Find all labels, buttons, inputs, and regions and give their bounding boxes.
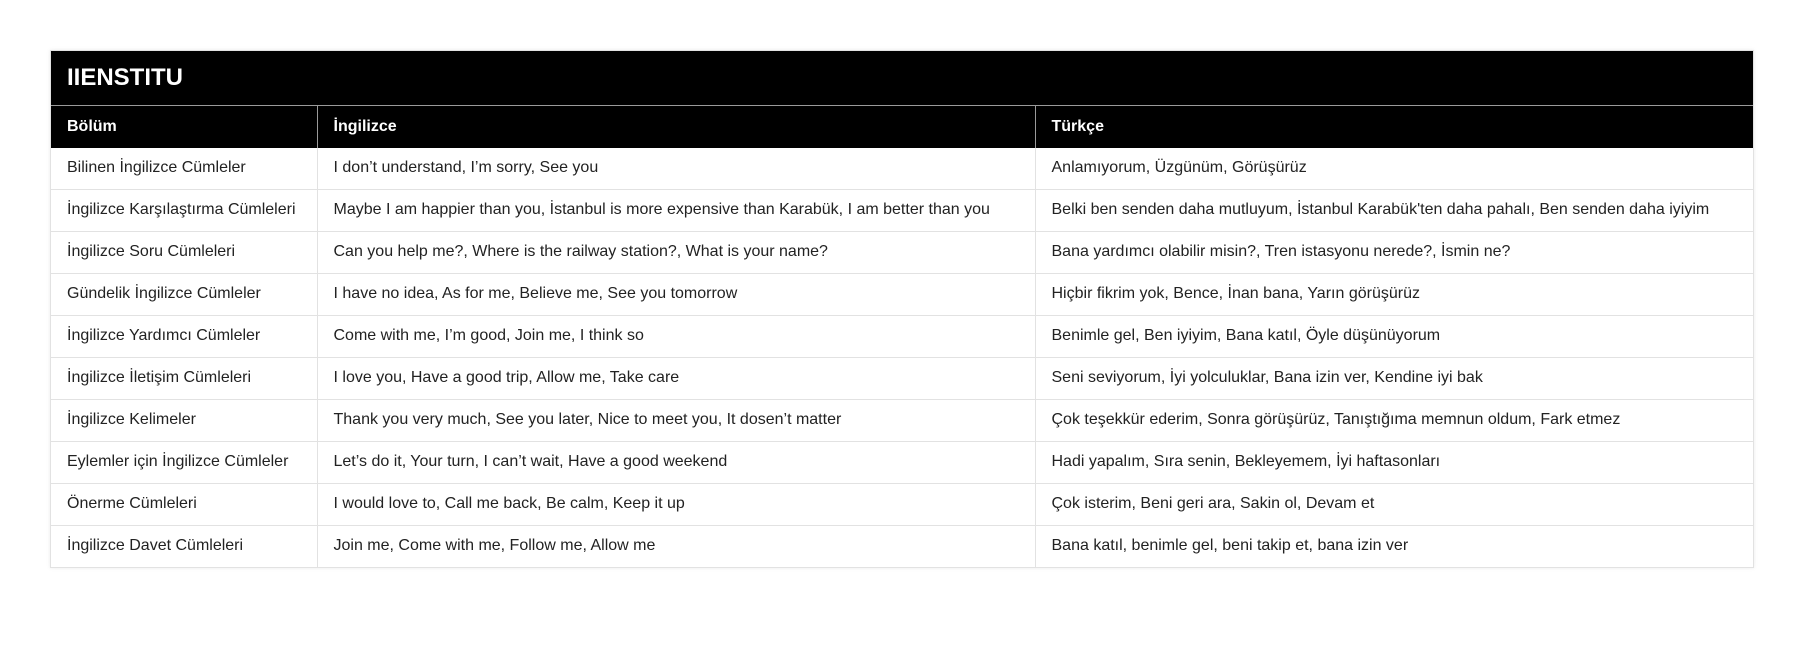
cell-section: İngilizce Soru Cümleleri	[51, 232, 317, 274]
cell-turkish: Bana katıl, benimle gel, beni takip et, bana izin ver	[1051, 537, 1409, 554]
table-row	[51, 526, 1753, 568]
phrase-table	[51, 106, 1753, 567]
cell-english: Thank you very much, See you later, Nice to meet you, It dosen’t matter	[317, 400, 1035, 442]
cell-turkish: Hiçbir fikrim yok, Bence, İnan bana, Yarın görüşürüz	[1035, 274, 1753, 316]
cell-english: Can you help me?, Where is the railway station?, What is your name?	[317, 232, 1035, 274]
cell-turkish: Belki ben senden daha mutluyum, İstanbul Karabük'ten daha pahalı, Ben senden daha iyiyim	[1035, 190, 1753, 232]
table-row	[51, 190, 1753, 232]
phrase-table-card	[50, 50, 1754, 568]
cell-turkish: Bana yardımcı olabilir misin?, Tren istasyonu nerede?, İsmin ne?	[1035, 232, 1753, 274]
table-row	[51, 274, 1753, 316]
cell-english: Come with me, I’m good, Join me, I think so	[317, 316, 1035, 358]
cell-section: Eylemler için İngilizce Cümleler	[51, 442, 317, 484]
cell-section: İngilizce Davet Cümleleri	[51, 526, 317, 568]
cell-english: Let’s do it, Your turn, I can’t wait, Have a good weekend	[317, 442, 1035, 484]
column-header-section: Bölüm	[51, 106, 317, 148]
column-header-english: İngilizce	[317, 106, 1035, 148]
table-row	[51, 358, 1753, 400]
cell-section: Bilinen İngilizce Cümleler	[51, 148, 317, 190]
cell-section: İngilizce İletişim Cümleleri	[51, 358, 317, 400]
cell-english: I would love to, Call me back, Be calm, Keep it up	[317, 484, 1035, 526]
cell-turkish: Anlamıyorum, Üzgünüm, Görüşürüz	[1035, 148, 1753, 190]
cell-section: Gündelik İngilizce Cümleler	[51, 274, 317, 316]
table-row	[51, 232, 1753, 274]
column-header-turkish: Türkçe	[1035, 106, 1753, 148]
cell-section: İngilizce Karşılaştırma Cümleleri	[51, 190, 317, 232]
table-header-row	[51, 106, 1753, 148]
cell-english: Join me, Come with me, Follow me, Allow me	[317, 526, 1035, 568]
cell-english: I have no idea, As for me, Believe me, See you tomorrow	[317, 274, 1035, 316]
cell-turkish: Çok isterim, Beni geri ara, Sakin ol, Devam et	[1035, 484, 1753, 526]
cell-section: İngilizce Kelimeler	[51, 400, 317, 442]
cell-section: İngilizce Yardımcı Cümleler	[51, 316, 317, 358]
cell-turkish: Benimle gel, Ben iyiyim, Bana katıl, Öyle düşünüyorum	[1035, 316, 1753, 358]
table-title: IIENSTITU	[51, 51, 1753, 106]
cell-english: I don’t understand, I’m sorry, See you	[317, 148, 1035, 190]
table-row	[51, 442, 1753, 484]
table-row	[51, 484, 1753, 526]
cell-turkish: Hadi yapalım, Sıra senin, Bekleyemem, İyi haftasonları	[1035, 442, 1753, 484]
cell-turkish: Seni seviyorum, İyi yolculuklar, Bana izin ver, Kendine iyi bak	[1035, 358, 1753, 400]
table-row	[51, 400, 1753, 442]
cell-turkish: Çok teşekkür ederim, Sonra görüşürüz, Tanıştığıma memnun oldum, Fark etmez	[1035, 400, 1753, 442]
cell-section: Önerme Cümleleri	[51, 484, 317, 526]
cell-english: Maybe I am happier than you, İstanbul is more expensive than Karabük, I am better than you	[317, 190, 1035, 232]
cell-english: I love you, Have a good trip, Allow me, Take care	[317, 358, 1035, 400]
table-row	[51, 148, 1753, 190]
table-row	[51, 316, 1753, 358]
